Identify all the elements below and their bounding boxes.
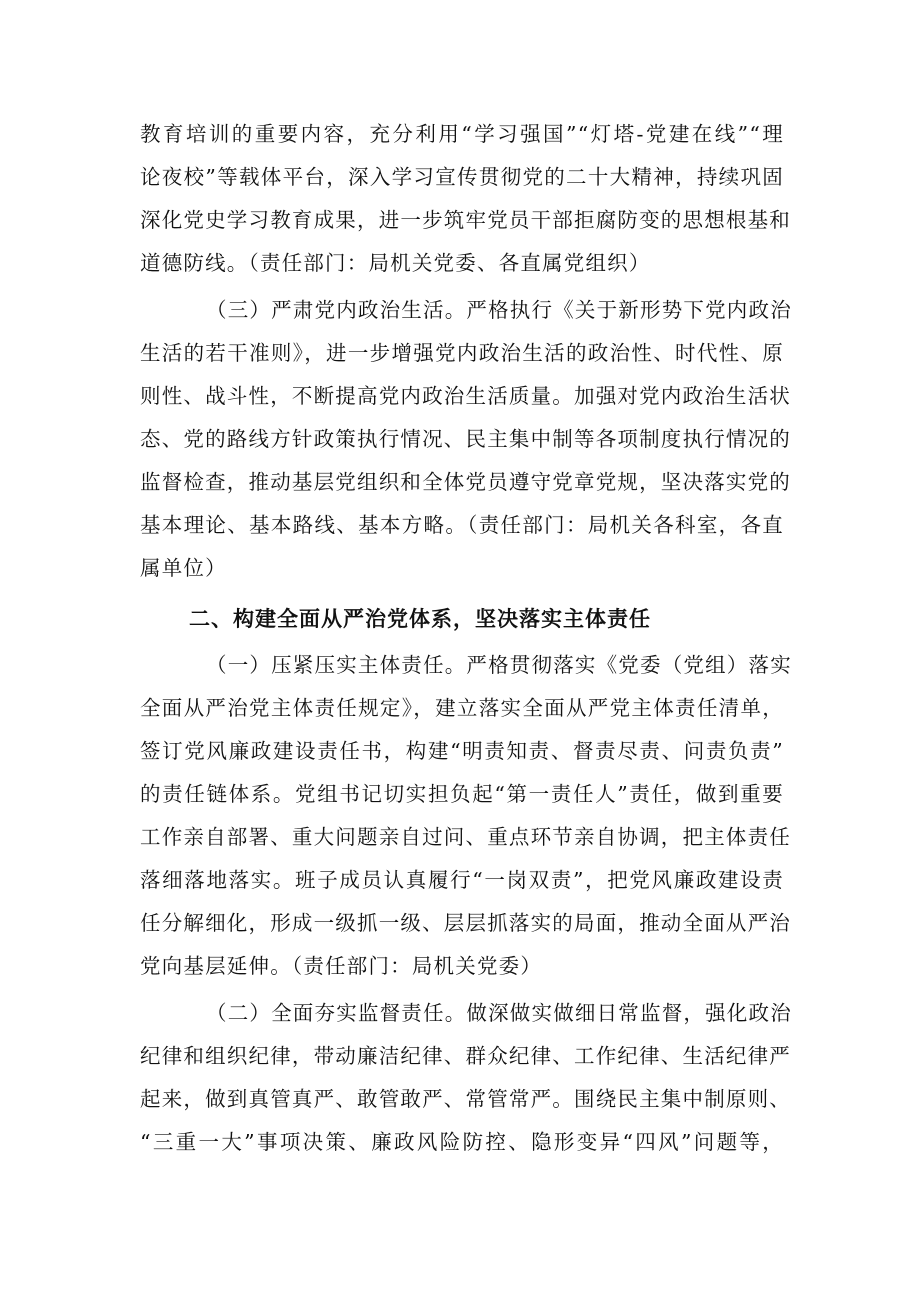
paragraph-political-life	[140, 289, 792, 590]
paragraph-line: 则性、战斗性，不断提高党内政治生活质量。加强对党内政治生活状	[140, 384, 791, 408]
paragraph-line: 属单位）	[140, 556, 227, 580]
paragraph-line: “三重一大”事项决策、廉政风险防控、隐形变异“四风”问题等，	[140, 1130, 784, 1154]
document-body	[140, 113, 792, 1164]
paragraph-supervision-responsibility	[140, 992, 792, 1164]
paragraph-line: 基本理论、基本路线、基本方略。（责任部门：局机关各科室，各直	[140, 513, 784, 537]
paragraph-line: 纪律和组织纪律，带动廉洁纪律、群众纪律、工作纪律、生活纪律严	[140, 1044, 791, 1068]
paragraph-line: 生活的若干准则》，进一步增强党内政治生活的政治性、时代性、原	[140, 341, 784, 365]
paragraph-line: 监督检查，推动基层党组织和全体党员遵守党章党规，坚决落实党的	[140, 470, 791, 494]
paragraph-main-responsibility	[140, 644, 792, 988]
paragraph-line: 的责任链体系。党组书记切实担负起“第一责任人”责任，做到重要	[140, 782, 784, 806]
section-heading: 二、构建全面从严治党体系，坚决落实主体责任	[189, 607, 651, 631]
paragraph-line: 教育培训的重要内容，充分利用“学习强国”“灯塔-党建在线”“理	[140, 122, 784, 146]
paragraph-continuation	[140, 113, 791, 285]
paragraph-line: 工作亲自部署、重大问题亲自过问、重点环节亲自协调，把主体责任	[140, 825, 791, 849]
paragraph-line: 起来，做到真管真严、敢管敢严、常管常严。围绕民主集中制原则、	[140, 1087, 791, 1111]
paragraph-line: 党向基层延伸。（责任部门：局机关党委）	[140, 954, 543, 978]
paragraph-line: 道德防线。（责任部门：局机关党委、各直属党组织）	[140, 251, 651, 275]
paragraph-line: 深化党史学习教育成果，进一步筑牢党员干部拒腐防变的思想根基和	[140, 208, 791, 232]
paragraph-line: 态、党的路线方针政策执行情况、民主集中制等各项制度执行情况的	[140, 427, 791, 451]
paragraph-line: 落细落地落实。班子成员认真履行“一岗双责”，把党风廉政建设责	[140, 868, 784, 892]
paragraph-line: 论夜校”等载体平台，深入学习宣传贯彻党的二十大精神，持续巩固	[140, 165, 784, 189]
paragraph-line: （一）压紧压实主体责任。严格贯彻落实《党委（党组）落实	[206, 653, 792, 677]
paragraph-line: （三）严肃党内政治生活。严格执行《关于新形势下党内政治	[206, 298, 792, 322]
paragraph-line: （二）全面夯实监督责任。做深做实做细日常监督，强化政治	[206, 1001, 792, 1025]
paragraph-line: 全面从严治党主体责任规定》，建立落实全面从严党主体责任清单，	[140, 696, 784, 720]
paragraph-line: 任分解细化，形成一级抓一级、层层抓落实的局面，推动全面从严治	[140, 911, 791, 935]
paragraph-line: 签订党风廉政建设责任书，构建“明责知责、督责尽责、问责负责”	[140, 739, 784, 763]
